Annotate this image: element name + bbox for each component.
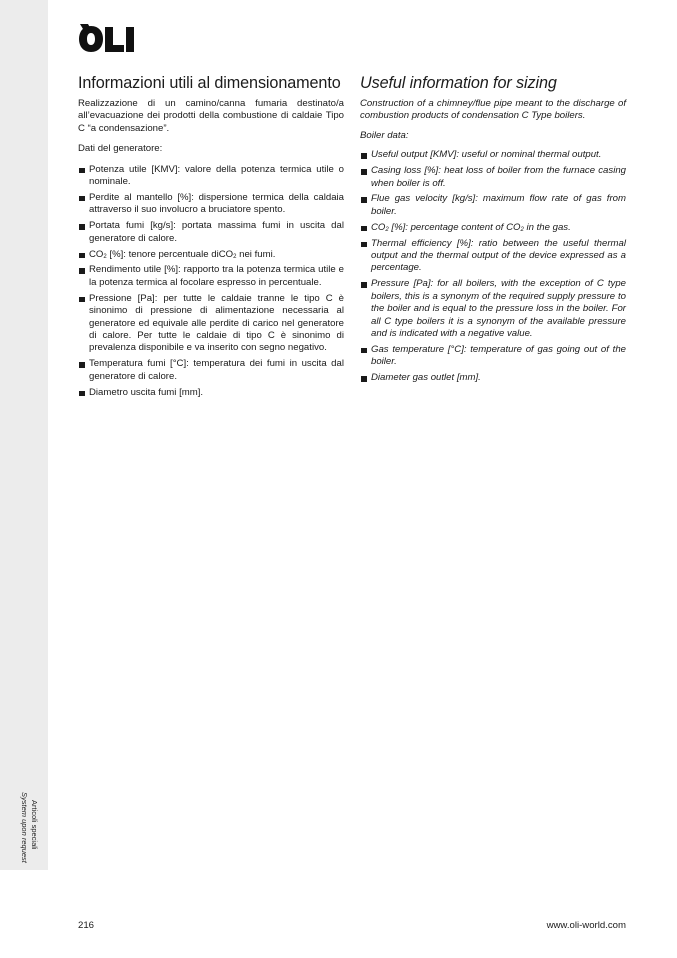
bullet-icon bbox=[79, 253, 85, 259]
bullet-icon bbox=[79, 391, 85, 397]
italian-title: Informazioni utili al dimensionamento bbox=[78, 74, 341, 92]
oli-logo bbox=[78, 24, 138, 54]
italian-list bbox=[78, 164, 344, 399]
english-list bbox=[360, 149, 626, 384]
list-item: Pressione [Pa]: per tutte le caldaie tranne le tipo C è sinonimo di pressione di alimentazione necessaria al generatore ed equivale alle perdite di carico nel generatore di calore. Per tutte le caldaie di tipo C è sinonimo di prevalenza disponibile e va inserito con segno negativo. bbox=[78, 293, 344, 355]
bullet-icon bbox=[79, 362, 85, 368]
italian-data-label: Dati del generatore: bbox=[78, 143, 163, 155]
list-item: $CO_2$ [%]: tenore percentuale diCO$_2$ nei fumi. bbox=[78, 249, 344, 261]
list-item: Casing loss [%]: heat loss of boiler from the furnace casing when boiler is off. bbox=[360, 165, 626, 190]
list-item: $CO_2$ [%]: percentage content of $CO_2$ in the gas. bbox=[360, 222, 626, 234]
side-tab-line-1: Articoli speciali bbox=[30, 800, 39, 850]
bullet-icon bbox=[79, 268, 85, 274]
website-link[interactable]: www.oli-world.com bbox=[546, 920, 626, 931]
bullet-icon bbox=[361, 376, 367, 382]
bullet-icon bbox=[361, 169, 367, 175]
side-band bbox=[0, 0, 48, 870]
list-item: Pressure [Pa]: for all boilers, with the exception of C type boilers, this is a synonym of the required supply pressure to the boiler and is equal to the pressure loss in the boiler. For all C type boilers it is a synonym of the available pressure and is indicated with a negative value. bbox=[360, 278, 626, 340]
english-data-label: Boiler data: bbox=[360, 129, 409, 141]
english-intro: Construction of a chimney/flue pipe meant to the discharge of combustion products of condensation C Type boilers. bbox=[360, 98, 626, 122]
list-item: Diameter gas outlet [mm]. bbox=[360, 372, 626, 384]
list-item: Temperatura fumi [°C]: temperatura dei fumi in uscita dal generatore di calore. bbox=[78, 358, 344, 383]
list-item: Flue gas velocity [kg/s]: maximum flow rate of gas from boiler. bbox=[360, 193, 626, 218]
bullet-icon bbox=[361, 226, 367, 232]
bullet-icon bbox=[79, 297, 85, 303]
bullet-icon bbox=[79, 196, 85, 202]
list-item: Useful output [KMV]: useful or nominal thermal output. bbox=[360, 149, 626, 161]
bullet-icon bbox=[361, 348, 367, 354]
bullet-icon bbox=[361, 153, 367, 159]
side-tab-line-2: System upon request bbox=[20, 792, 29, 863]
bullet-icon bbox=[79, 224, 85, 230]
list-item: Portata fumi [kg/s]: portata massima fumi in uscita dal generatore di calore. bbox=[78, 220, 344, 245]
bullet-icon bbox=[361, 242, 367, 248]
list-item: Diametro uscita fumi [mm]. bbox=[78, 387, 344, 399]
bullet-icon bbox=[79, 168, 85, 174]
list-item: Potenza utile [KMV]: valore della potenza termica utile o nominale. bbox=[78, 164, 344, 189]
bullet-icon bbox=[361, 282, 367, 288]
english-column bbox=[360, 72, 626, 388]
page-number: 216 bbox=[78, 920, 95, 931]
side-tab-label bbox=[9, 792, 39, 882]
italian-column bbox=[78, 72, 344, 403]
list-item: Gas temperature [°C]: temperature of gas going out of the boiler. bbox=[360, 344, 626, 369]
italian-intro: Realizzazione di un camino/canna fumaria destinato/a all’evacuazione dei prodotti della combustione di caldaie Tipo C “a condensazione”. bbox=[78, 98, 344, 134]
bullet-icon bbox=[361, 197, 367, 203]
english-title: Useful information for sizing bbox=[360, 74, 557, 92]
list-item: Thermal efficiency [%]: ratio between the useful thermal output and the thermal output of the device expressed as a percentage. bbox=[360, 238, 626, 275]
list-item: Rendimento utile [%]: rapporto tra la potenza termica utile e la potenza termica al focolare espresso in percentuale. bbox=[78, 264, 344, 289]
list-item: Perdite al mantello [%]: dispersione termica della caldaia attraverso il suo involucro a bruciatore spento. bbox=[78, 192, 344, 217]
